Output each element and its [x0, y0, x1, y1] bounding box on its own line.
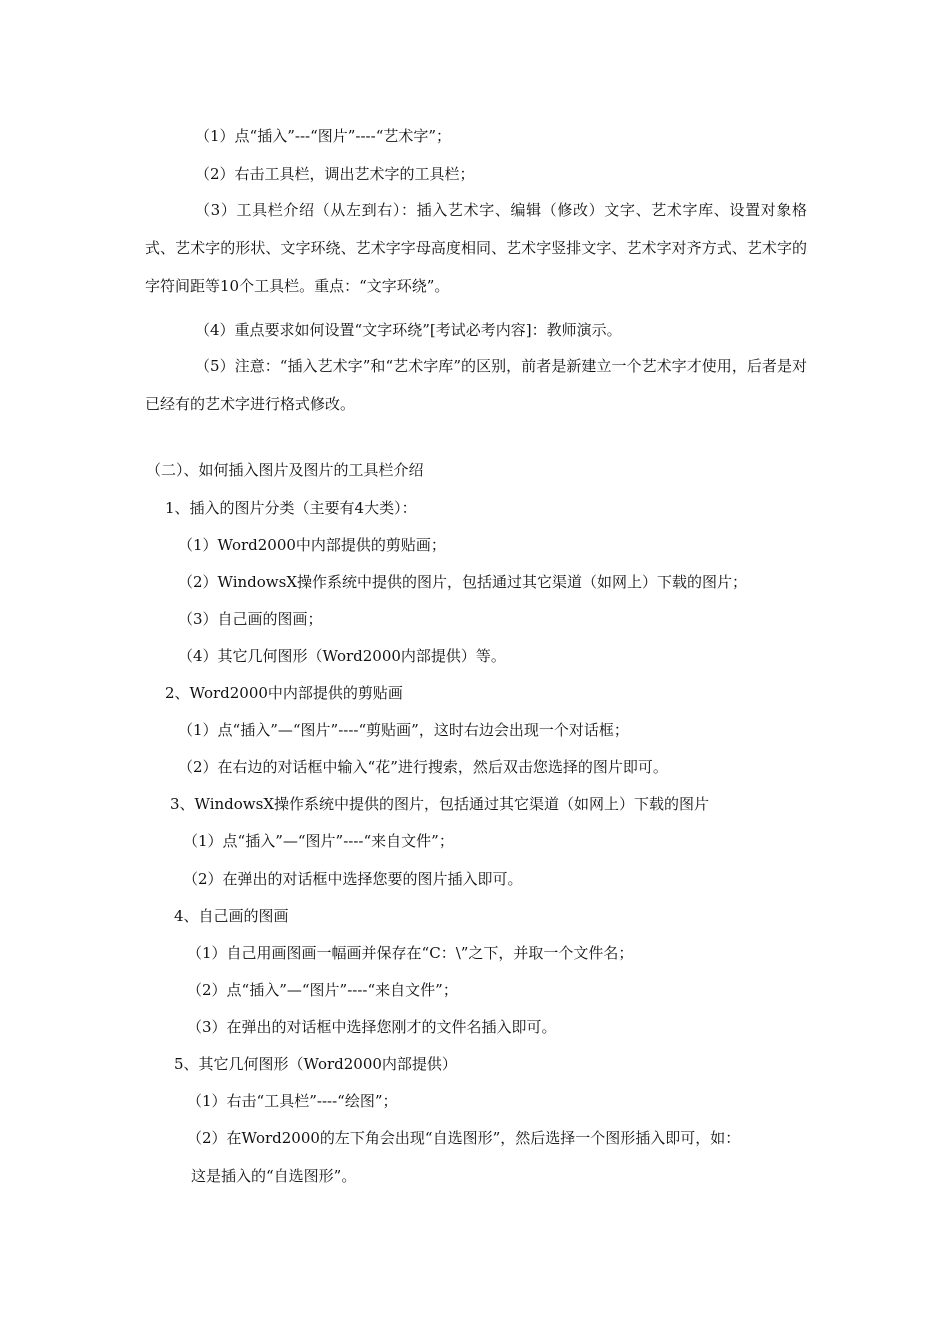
- sub3-title: 3、WindowsX操作系统中提供的图片，包括通过其它渠道（如网上）下载的图片: [170, 795, 710, 813]
- sub3-item: （2）在弹出的对话框中选择您要的图片插入即可。: [183, 870, 523, 888]
- sub3-item: （1）点“插入”—“图片”----“来自文件”；: [183, 832, 454, 850]
- sub5-title: 5、其它几何图形（Word2000内部提供）: [174, 1055, 457, 1073]
- sub1-item: （1）Word2000中内部提供的剪贴画；: [178, 536, 446, 554]
- sub1-item: （3）自己画的图画；: [178, 610, 323, 628]
- s1-item-4: （4）重点要求如何设置“文字环绕”[考试必考内容]：教师演示。: [195, 321, 622, 339]
- sub5-item: （1）右击“工具栏”----“绘图”；: [187, 1092, 398, 1110]
- sub1-item: （2）WindowsX操作系统中提供的图片，包括通过其它渠道（如网上）下载的图片；: [178, 573, 748, 591]
- sub5-item: 这是插入的“自选图形”。: [191, 1167, 357, 1185]
- sub5-item: （2）在Word2000的左下角会出现“自选图形”，然后选择一个图形插入即可，如：: [187, 1129, 741, 1147]
- sub2-title: 2、Word2000中内部提供的剪贴画: [165, 684, 403, 702]
- sub1-item: （4）其它几何图形（Word2000内部提供）等。: [178, 647, 506, 665]
- sub4-item: （1）自己用画图画一幅画并保存在“C：\”之下，并取一个文件名；: [187, 944, 634, 962]
- sub4-item: （3）在弹出的对话框中选择您刚才的文件名插入即可。: [187, 1018, 557, 1036]
- section-heading: （二）、如何插入图片及图片的工具栏介绍: [146, 461, 424, 479]
- sub4-title: 4、自己画的图画: [174, 907, 289, 925]
- s1-item-3: （3）工具栏介绍（从左到右）：插入艺术字、编辑（修改）文字、艺术字库、设置对象格式、艺术字的形状、文字环绕、艺术字字母高度相同、艺术字竖排文字、艺术字对齐方式、艺术字的字符间距等10个工具栏。重点：“文字环绕”。: [145, 201, 807, 295]
- sub2-item: （2）在右边的对话框中输入“花”进行搜索，然后双击您选择的图片即可。: [178, 758, 668, 776]
- s1-item-1: （1）点“插入”---“图片”----“艺术字”；: [195, 127, 452, 145]
- s1-item-5: （5）注意：“插入艺术字”和“艺术字库”的区别，前者是新建立一个艺术字才使用，后者是对已经有的艺术字进行格式修改。: [145, 357, 807, 413]
- sub4-item: （2）点“插入”—“图片”----“来自文件”；: [187, 981, 458, 999]
- sub2-item: （1）点“插入”—“图片”----“剪贴画”，这时右边会出现一个对话框；: [178, 721, 629, 739]
- sub1-title: 1、插入的图片分类（主要有4大类）：: [165, 499, 417, 517]
- s1-item-2: （2）右击工具栏，调出艺术字的工具栏；: [195, 165, 475, 183]
